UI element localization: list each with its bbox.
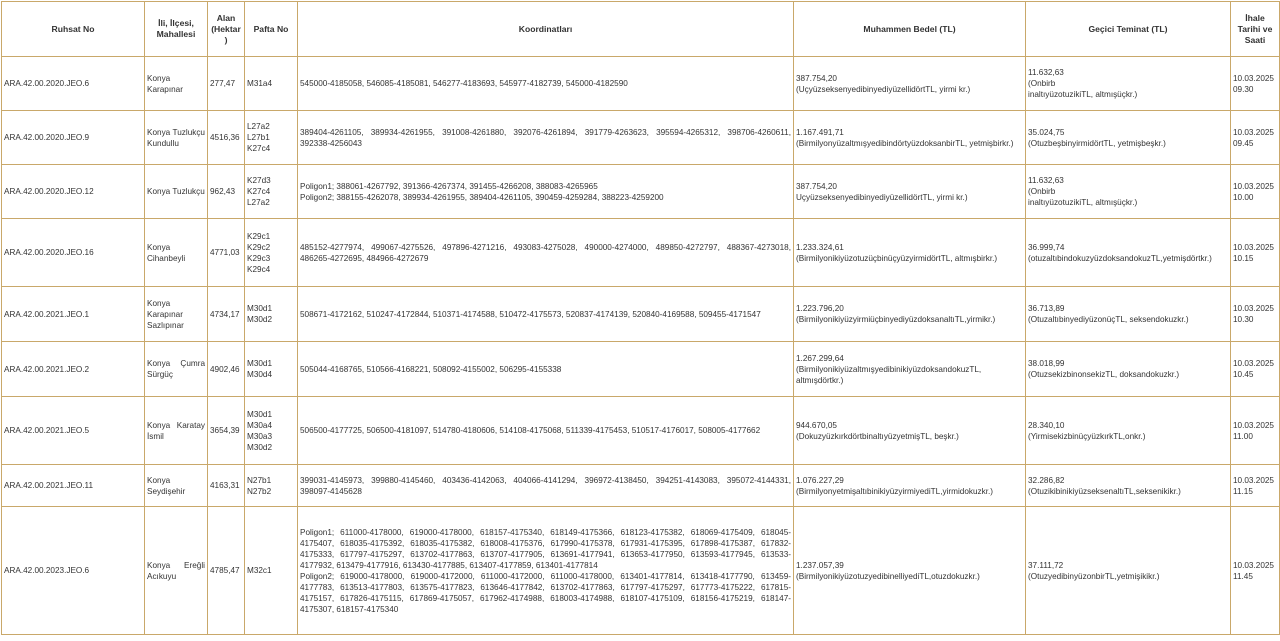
cell-line: (BirmilyonyetmişaltıbinikiyüzyirmiyediTL,yirmidokuzkr.) — [796, 486, 993, 496]
cell-pafta — [245, 219, 298, 287]
cell-line: 10.03.2025 — [1233, 242, 1274, 252]
table-row — [2, 111, 1280, 165]
cell-line: K27d3 — [247, 176, 271, 185]
cell-line: 10.00 — [1233, 192, 1254, 202]
cell-pafta — [245, 465, 298, 507]
header-bedel: Muhammen Bedel (TL) — [794, 2, 1026, 57]
cell-line: 387.754,20 — [796, 181, 837, 191]
cell-line: M32c1 — [247, 566, 272, 575]
cell-line: K27c4 — [247, 187, 271, 196]
cell-koordinat — [298, 287, 794, 342]
cell-ihale — [1231, 397, 1280, 465]
cell-line: UçyüzseksenyedibinyediyüzellidörtTL, yirmi kr.) — [796, 192, 968, 202]
cell-line: (BirmilyonikiyüzotuzüçbinüçyüzyirmidörtTL, altmışbirkr.) — [796, 253, 998, 263]
cell-line: 11.632,63 — [1028, 176, 1064, 185]
cell-ruhsat: ARA.42.00.2020.JEO.12 — [2, 165, 145, 219]
cell-koordinat — [298, 465, 794, 507]
cell-line: Poligon2; 619000-4178000, 619000-4172000, 611000-4172000, 611000-4178000, 613401-4177814, 613418-4177790, 613459-4177783, 613513-4177803, 613575-4177823, 613646-4177842, 613702-4177863, 617797-4175297, 617773-4175222, 617815-4175157, 617826-4175115, 617869-4175057, 617962-4174988, 618003-4174988, 618107-4175109, 618156-4175219, 618147-4175307, 618157-4175340 — [300, 571, 791, 614]
header-row — [2, 2, 1280, 57]
cell-line: 1.233.324,61 — [796, 242, 844, 252]
cell-bedel — [794, 219, 1026, 287]
cell-line: 36.713,89 — [1028, 304, 1065, 313]
cell-il: Konya Karapınar Sazlıpınar — [145, 287, 208, 342]
cell-alan: 3654,39 — [208, 397, 245, 465]
cell-line: M30d4 — [247, 370, 273, 379]
cell-line: K29c4 — [247, 264, 271, 274]
cell-bedel — [794, 287, 1026, 342]
cell-ihale — [1231, 111, 1280, 165]
cell-pafta — [245, 507, 298, 635]
cell-line: (OtuzsekizbinonsekizTL, doksandokuzkr.) — [1028, 370, 1180, 379]
table-row — [2, 219, 1280, 287]
cell-alan: 4902,46 — [208, 342, 245, 397]
cell-line: 1.237.057,39 — [796, 560, 844, 570]
cell-teminat — [1026, 342, 1231, 397]
cell-line: 11.632,63 — [1028, 68, 1064, 77]
cell-il: Konya Tuzlukçu Kundullu — [145, 111, 208, 165]
cell-ruhsat: ARA.42.00.2021.JEO.2 — [2, 342, 145, 397]
cell-ihale — [1231, 57, 1280, 111]
header-il: İli, İlçesi, Mahallesi — [145, 2, 208, 57]
cell-ruhsat: ARA.42.00.2023.JEO.6 — [2, 507, 145, 635]
cell-line: (OtuzyedibinyüzonbirTL,yetmişikikr.) — [1028, 571, 1160, 581]
cell-koordinat — [298, 219, 794, 287]
cell-il: Konya Seydişehir — [145, 465, 208, 507]
cell-line: 389404-4261105, 389934-4261955, 391008-4261880, 392076-4261894, 391779-4263623, 395594-4265312, 398706-4260611, 392338-4256043 — [300, 127, 791, 148]
cell-line: (otuzaltıbindokuzyüzdoksandokuzTL,yetmişdörtkr.) — [1028, 253, 1212, 263]
cell-line: 1.167.491,71 — [796, 127, 844, 137]
cell-line: 485152-4277974, 499067-4275526, 497896-4271216, 493083-4275028, 490000-4274000, 489850-4272797, 488367-4273018, 486265-4272695, 484966-4272679 — [300, 242, 791, 263]
cell-teminat — [1026, 57, 1231, 111]
cell-line: 35.024,75 — [1028, 127, 1065, 137]
cell-ruhsat: ARA.42.00.2021.JEO.5 — [2, 397, 145, 465]
cell-line: Poligon1; 388061-4267792, 391366-4267374, 391455-4266208, 388083-4265965 — [300, 181, 598, 191]
cell-line: L27a2 — [247, 198, 270, 207]
cell-bedel — [794, 465, 1026, 507]
cell-alan: 277,47 — [208, 57, 245, 111]
header-teminat: Geçici Teminat (TL) — [1026, 2, 1231, 57]
cell-line: (BirmilyonikiyüzotuzyedibinelliyediTL,otuzdokuzkr.) — [796, 571, 980, 581]
cell-pafta — [245, 111, 298, 165]
cell-line: 10.03.2025 — [1233, 560, 1274, 570]
cell-ruhsat: ARA.42.00.2020.JEO.16 — [2, 219, 145, 287]
cell-line: 10.03.2025 — [1233, 359, 1274, 368]
cell-ruhsat: ARA.42.00.2021.JEO.1 — [2, 287, 145, 342]
cell-line: 10.30 — [1233, 315, 1254, 324]
cell-teminat — [1026, 507, 1231, 635]
cell-line: (Onbirb — [1028, 187, 1056, 196]
cell-line: 1.223.796,20 — [796, 304, 844, 313]
cell-koordinat — [298, 397, 794, 465]
cell-line: (BirmilyonyüzaltmışyedibindörtyüzdoksanbirTL, yetmişbirkr.) — [796, 138, 1014, 148]
cell-pafta — [245, 57, 298, 111]
cell-line: 37.111,72 — [1028, 560, 1064, 570]
cell-teminat — [1026, 111, 1231, 165]
cell-bedel — [794, 57, 1026, 111]
cell-teminat — [1026, 397, 1231, 465]
cell-koordinat — [298, 342, 794, 397]
cell-line: N27b2 — [247, 486, 272, 496]
cell-line: L27a2 — [247, 122, 270, 131]
cell-il: Konya Çumra Sürgüç — [145, 342, 208, 397]
cell-ruhsat: ARA.42.00.2021.JEO.11 — [2, 465, 145, 507]
cell-line: 10.03.2025 — [1233, 127, 1274, 137]
cell-line: N27b1 — [247, 475, 272, 485]
cell-line: 32.286,82 — [1028, 475, 1065, 485]
cell-line: 508671-4172162, 510247-4172844, 510371-4174588, 510472-4175573, 520837-4174139, 520840-4169588, 509455-4171547 — [300, 309, 761, 319]
cell-il: Konya Tuzlukçu — [145, 165, 208, 219]
cell-line: 11.45 — [1233, 571, 1253, 581]
cell-ihale — [1231, 219, 1280, 287]
cell-line: 10.03.2025 — [1233, 73, 1274, 83]
cell-alan: 4785,47 — [208, 507, 245, 635]
tender-table — [1, 1, 1280, 635]
header-ruhsat: Ruhsat No — [2, 2, 145, 57]
cell-pafta — [245, 165, 298, 219]
cell-line: M30d1 — [247, 359, 273, 368]
cell-bedel — [794, 165, 1026, 219]
cell-line: 10.03.2025 — [1233, 475, 1274, 485]
cell-line: 10.45 — [1233, 370, 1254, 379]
cell-teminat — [1026, 219, 1231, 287]
cell-line: M30a3 — [247, 431, 273, 441]
cell-line: K27c4 — [247, 144, 271, 153]
cell-alan: 4516,36 — [208, 111, 245, 165]
cell-teminat — [1026, 165, 1231, 219]
cell-line: K29c1 — [247, 231, 271, 241]
cell-ihale — [1231, 507, 1280, 635]
cell-il: Konya Karapınar — [145, 57, 208, 111]
cell-koordinat — [298, 57, 794, 111]
cell-line: 506500-4177725, 506500-4181097, 514780-4180606, 514108-4175068, 511339-4175453, 510517-4176017, 508005-4177662 — [300, 426, 761, 435]
cell-ihale — [1231, 342, 1280, 397]
cell-il: Konya Cihanbeyli — [145, 219, 208, 287]
cell-line: inaltıyüzotuzikiTL, altmışüçkr.) — [1028, 90, 1138, 99]
cell-line: 11.00 — [1233, 431, 1253, 441]
cell-line: (YirmisekizbinüçyüzkırkTL,onkr.) — [1028, 431, 1146, 441]
cell-koordinat — [298, 507, 794, 635]
cell-line: M31a4 — [247, 79, 273, 88]
cell-line: 10.03.2025 — [1233, 304, 1274, 313]
cell-ihale — [1231, 165, 1280, 219]
cell-line: 10.15 — [1233, 253, 1254, 263]
cell-line: 09.30 — [1233, 84, 1254, 94]
cell-line: 36.999,74 — [1028, 242, 1065, 252]
cell-line: 545000-4185058, 546085-4185081, 546277-4183693, 545977-4182739, 545000-4182590 — [300, 79, 628, 88]
cell-pafta — [245, 397, 298, 465]
cell-line: (UçyüzseksenyedibinyediyüzellidörtTL, yirmi kr.) — [796, 84, 971, 94]
cell-ruhsat: ARA.42.00.2020.JEO.6 — [2, 57, 145, 111]
cell-il: Konya Karatay İsmil — [145, 397, 208, 465]
header-alan: Alan (Hektar) — [208, 2, 245, 57]
cell-line: L27b1 — [247, 133, 270, 142]
header-pafta: Pafta No — [245, 2, 298, 57]
cell-line: Poligon2; 388155-4262078, 389934-4261955, 389404-4261105, 390459-4259284, 388223-4259200 — [300, 192, 664, 202]
cell-line: 09.45 — [1233, 138, 1254, 148]
cell-line: (OtuzikibinikiyüzseksenaltıTL,seksenikikr.) — [1028, 486, 1181, 496]
table-row — [2, 465, 1280, 507]
cell-koordinat — [298, 165, 794, 219]
table-body — [2, 57, 1280, 635]
cell-line: M30d2 — [247, 442, 273, 452]
table-row — [2, 165, 1280, 219]
header-koordinat: Koordinatları — [298, 2, 794, 57]
cell-pafta — [245, 287, 298, 342]
cell-line: 28.340,10 — [1028, 420, 1065, 430]
table-row — [2, 397, 1280, 465]
cell-line: inaltıyüzotuzikiTL, altmışüçkr.) — [1028, 198, 1138, 207]
cell-line: M30d2 — [247, 315, 273, 324]
cell-bedel — [794, 342, 1026, 397]
cell-line: (Onbirb — [1028, 79, 1056, 88]
cell-line: (BirmilyonikiyüzaltmışyedibinikiyüzdoksandokuzTL, altmışdörtkr.) — [796, 364, 982, 385]
cell-line: K29c3 — [247, 253, 271, 263]
cell-line: (DokuzyüzkırkdörtbinaltıyüzyetmişTL, beşkr.) — [796, 431, 959, 441]
cell-line: 11.15 — [1233, 486, 1253, 496]
cell-line: M30d1 — [247, 304, 273, 313]
header-ihale: İhale Tarihi ve Saati — [1231, 2, 1280, 57]
cell-line: 10.03.2025 — [1233, 420, 1274, 430]
cell-ruhsat: ARA.42.00.2020.JEO.9 — [2, 111, 145, 165]
cell-ihale — [1231, 465, 1280, 507]
cell-line: M30a4 — [247, 420, 273, 430]
cell-ihale — [1231, 287, 1280, 342]
cell-pafta — [245, 342, 298, 397]
cell-bedel — [794, 111, 1026, 165]
cell-line: M30d1 — [247, 409, 273, 419]
cell-line: Poligon1; 611000-4178000, 619000-4178000, 618157-4175340, 618149-4175366, 618123-4175382, 618069-4175409, 618045-4175407, 618035-4175392, 618035-4175382, 618008-4175376, 617990-4175378, 617931-4175395, 617898-4175387, 617832-4175333, 617797-4175297, 613702-4177863, 613707-4177905, 613691-4177941, 613653-4177950, 613593-4177945, 613533-4177932, 613479-4177916, 613430-4177885, 613407-4177859, 613401-4177814 — [300, 527, 791, 570]
cell-bedel — [794, 507, 1026, 635]
cell-teminat — [1026, 287, 1231, 342]
cell-il: Konya Ereğli Acıkuyu — [145, 507, 208, 635]
cell-alan: 4163,31 — [208, 465, 245, 507]
cell-line: 399031-4145973, 399880-4145460, 403436-4142063, 404066-4141294, 396972-4138450, 394251-4143083, 395072-4144331, 398097-4145628 — [300, 475, 791, 496]
cell-line: 10.03.2025 — [1233, 181, 1274, 191]
cell-teminat — [1026, 465, 1231, 507]
cell-line: (OtuzbeşbinyirmidörtTL, yetmişbeşkr.) — [1028, 138, 1166, 148]
cell-line: 944.670,05 — [796, 420, 837, 430]
table-row — [2, 507, 1280, 635]
table-row — [2, 57, 1280, 111]
cell-line: (BirmilyonikiyüzyirmiüçbinyediyüzdoksanaltıTL,yirmikr.) — [796, 315, 996, 324]
cell-koordinat — [298, 111, 794, 165]
cell-line: 505044-4168765, 510566-4168221, 508092-4155002, 506295-4155338 — [300, 364, 562, 374]
cell-bedel — [794, 397, 1026, 465]
cell-line: (OtuzaltıbinyediyüzonüçTL, seksendokuzkr.) — [1028, 315, 1189, 324]
cell-line: 38.018,99 — [1028, 359, 1065, 368]
cell-line: 1.076.227,29 — [796, 475, 844, 485]
cell-line: 1.267.299,64 — [796, 353, 844, 363]
cell-line: K29c2 — [247, 242, 271, 252]
table-row — [2, 342, 1280, 397]
table-row — [2, 287, 1280, 342]
cell-alan: 4771,03 — [208, 219, 245, 287]
cell-line: 387.754,20 — [796, 73, 837, 83]
cell-alan: 4734,17 — [208, 287, 245, 342]
cell-alan: 962,43 — [208, 165, 245, 219]
